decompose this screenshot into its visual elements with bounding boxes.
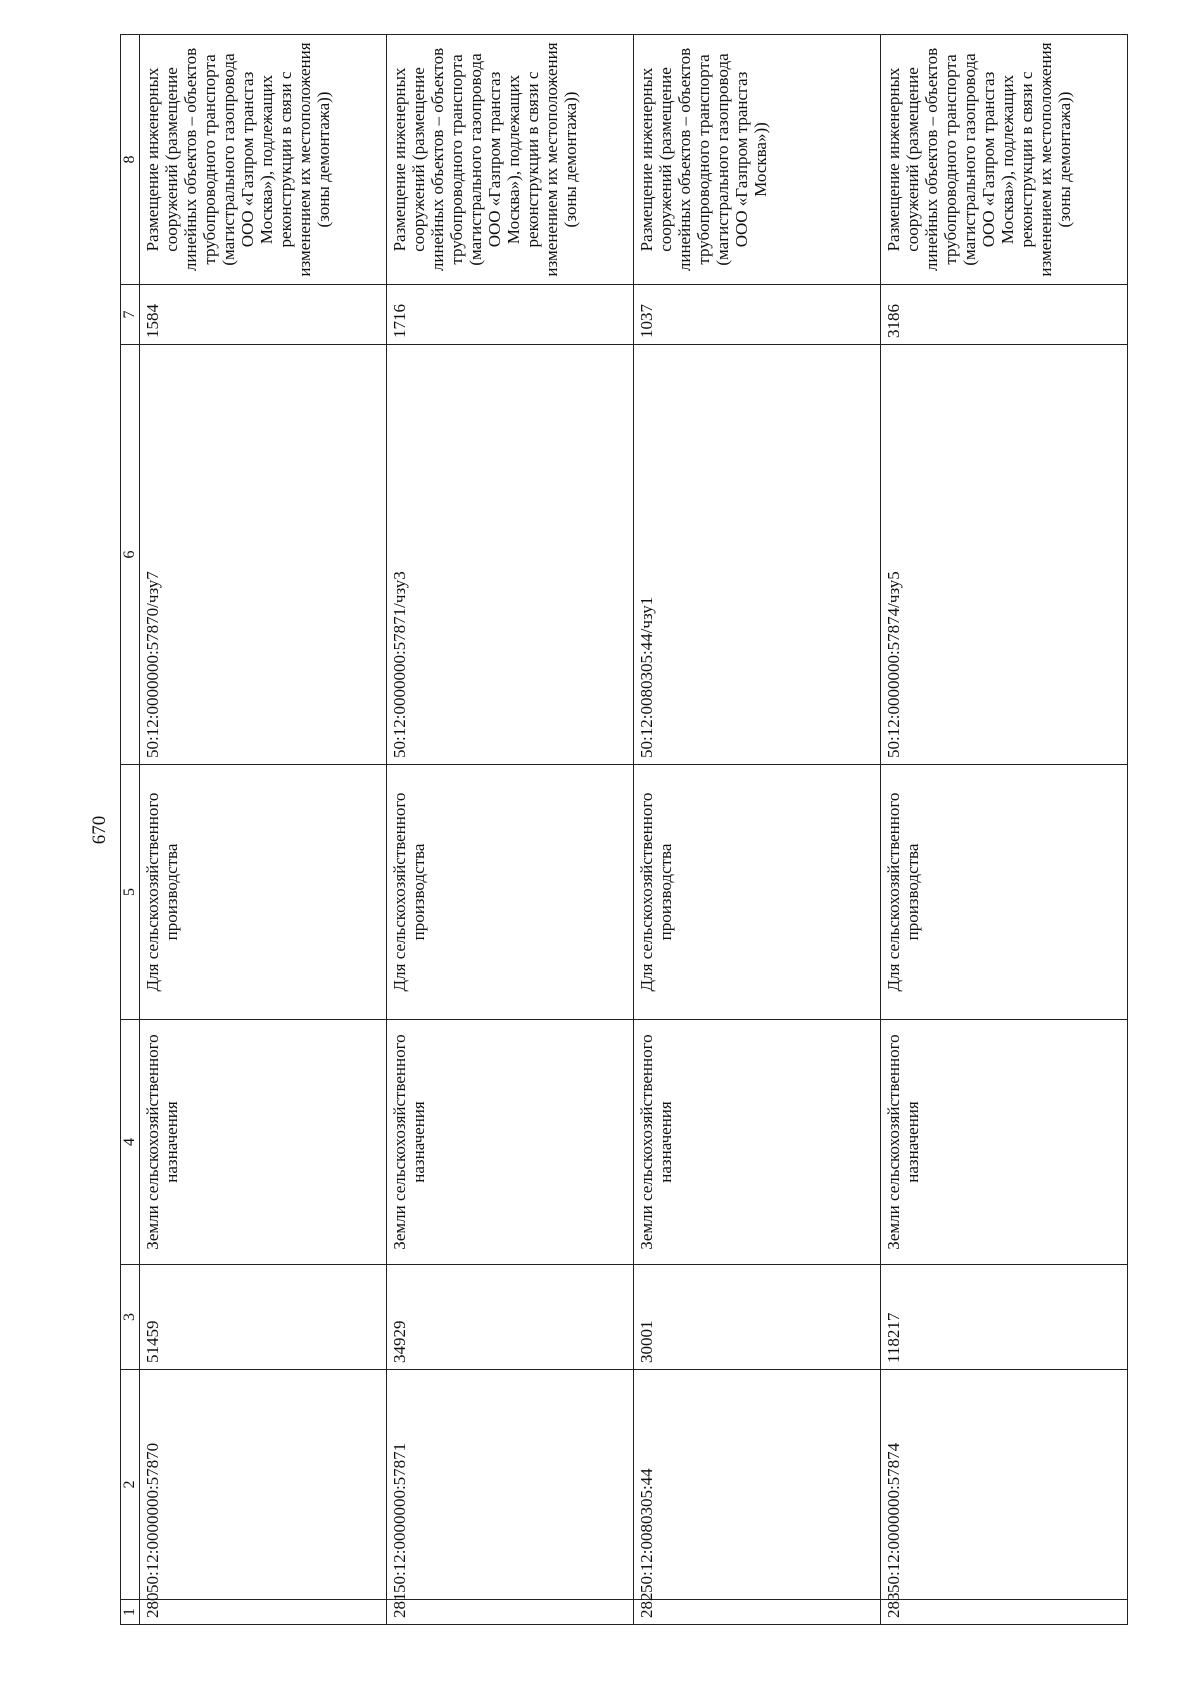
land-plots-table (120, 34, 1128, 1625)
land-category: Земли сельскохозяйственного назначения (881, 1020, 1128, 1265)
column-number: 7 (121, 285, 140, 345)
land-category: Земли сельскохозяйственного назначения (387, 1020, 634, 1265)
zone-area: 1584 (140, 285, 387, 345)
cadastral-number: 50:12:0000000:57870 (140, 1370, 387, 1600)
purpose-text: Размещение инженерных сооружений (размещение линейных объектов – объектов трубопроводного транспорта (магистрального газопровода ООО «Газпром трансгаз Москва»), подлежащих реконструкции в связи с изменением их местоположения (зоны демонтажа)) (140, 35, 387, 285)
zone-number: 50:12:0000000:57874/чзу5 (881, 345, 1128, 765)
zone-area: 1716 (387, 285, 634, 345)
plot-area: 51459 (140, 1265, 387, 1370)
purpose-text: Размещение инженерных сооружений (размещение линейных объектов – объектов трубопроводного транспорта (магистрального газопровода ООО «Газпром трансгаз Москва»)) (634, 35, 881, 285)
column-number: 4 (121, 1020, 140, 1265)
column-number: 1 (121, 1600, 140, 1625)
plot-area: 34929 (387, 1265, 634, 1370)
zone-number: 50:12:0000000:57871/чзу3 (387, 345, 634, 765)
cadastral-number: 50:12:0080305:44 (634, 1370, 881, 1600)
table-row (387, 35, 634, 1625)
table-row (140, 35, 387, 1625)
permitted-use: Для сельскохозяйственного производства (140, 765, 387, 1020)
column-number: 5 (121, 765, 140, 1020)
zone-area: 3186 (881, 285, 1128, 345)
land-category: Земли сельскохозяйственного назначения (140, 1020, 387, 1265)
permitted-use: Для сельскохозяйственного производства (634, 765, 881, 1020)
row-number: 283 (881, 1600, 1128, 1625)
zone-number: 50:12:0080305:44/чзу1 (634, 345, 881, 765)
cadastral-number: 50:12:0000000:57871 (387, 1370, 634, 1600)
land-category: Земли сельскохозяйственного назначения (634, 1020, 881, 1265)
zone-area: 1037 (634, 285, 881, 345)
rotated-page-content (89, 35, 1074, 1625)
table-row (634, 35, 881, 1625)
zone-number: 50:12:0000000:57870/чзу7 (140, 345, 387, 765)
purpose-text: Размещение инженерных сооружений (размещение линейных объектов – объектов трубопроводного транспорта (магистрального газопровода ООО «Газпром трансгаз Москва»), подлежащих реконструкции в связи с изменением их местоположения (зоны демонтажа)) (881, 35, 1128, 285)
column-number: 6 (121, 345, 140, 765)
purpose-text: Размещение инженерных сооружений (размещение линейных объектов – объектов трубопроводного транспорта (магистрального газопровода ООО «Газпром трансгаз Москва»), подлежащих реконструкции в связи с изменением их местоположения (зоны демонтажа)) (387, 35, 634, 285)
permitted-use: Для сельскохозяйственного производства (387, 765, 634, 1020)
permitted-use: Для сельскохозяйственного производства (881, 765, 1128, 1020)
row-number: 280 (140, 1600, 387, 1625)
plot-area: 30001 (634, 1265, 881, 1370)
page-number: 670 (89, 815, 110, 845)
column-number: 3 (121, 1265, 140, 1370)
row-number: 282 (634, 1600, 881, 1625)
column-number: 2 (121, 1370, 140, 1600)
plot-area: 118217 (881, 1265, 1128, 1370)
cadastral-number: 50:12:0000000:57874 (881, 1370, 1128, 1600)
row-number: 281 (387, 1600, 634, 1625)
column-number-row (121, 35, 140, 1625)
column-number: 8 (121, 35, 140, 285)
table-row (881, 35, 1128, 1625)
